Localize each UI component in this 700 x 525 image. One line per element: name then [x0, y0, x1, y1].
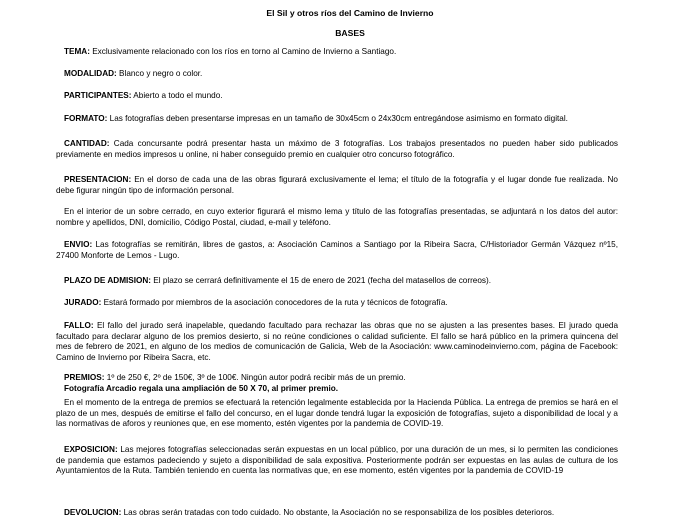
section-label: MODALIDAD:	[64, 69, 117, 78]
section-devolucion	[56, 508, 618, 519]
section-label: FORMATO:	[64, 114, 108, 123]
section-label: FALLO:	[64, 321, 94, 330]
section-text: Cada concursante podrá presentar hasta un máximo de 3 fotografías. Los trabajos presentados no pueden haber sido publicados previamente en medios impresos u online, ni haber conseguido premio en cualquier otro concurso fotográfico.	[56, 139, 618, 159]
section-jurado	[56, 298, 618, 309]
section-exposicion	[56, 445, 618, 477]
section-participantes	[56, 91, 618, 102]
section-entrega	[56, 398, 618, 430]
document-subtitle: BASES	[335, 28, 365, 38]
section-text: El fallo del jurado será inapelable, quedando facultado para rechazar las obras que no se ajusten a las presentes bases. El jurado queda facultado para declarar alguno de los premios desierto, si no reúne condiciones o calidad suficiente. El fallo se hará público en la primera quincena del mes de febrero de 2021, en alguno de los medios de comunicación de Galicia, Web de la Asociación: www.caminodeinvierno.com, página de Facebook: Camino de Invierno por Ribeira Sacra, etc.	[56, 321, 618, 362]
section-label: PREMIOS:	[64, 373, 105, 382]
section-label: JURADO:	[64, 298, 102, 307]
section-text: Blanco y negro o color.	[116, 69, 203, 78]
section-text: Las fotografías se remitirán, libres de gastos, a: Asociación Caminos a Santiago por la Ribeira Sacra, C/Historiador Germán Vázquez nº15, 27400 Monforte de Lemos - Lugo.	[56, 240, 618, 260]
section-fallo	[56, 321, 618, 363]
document-title: El Sil y otros ríos del Camino de Invierno	[266, 8, 434, 18]
section-label: DEVOLUCION:	[64, 508, 122, 517]
section-text: Estará formado por miembros de la asociación conocedores de la ruta y técnicos de fotografía.	[101, 298, 448, 307]
section-text: El plazo se cerrará definitivamente el 15 de enero de 2021 (fecha del matasellos de correos).	[151, 276, 492, 285]
section-text: En el interior de un sobre cerrado, en cuyo exterior figurará el mismo lema y título de las fotografías presentadas, se adjuntará n los datos del autor: nombre y apellidos, DNI, domicilio, Código Postal, ciudad, e-mail y teléfono.	[56, 207, 618, 227]
section-tema	[56, 47, 618, 58]
section-envio	[56, 240, 618, 261]
section-presentacion	[56, 175, 618, 196]
section-sobre	[56, 207, 618, 228]
section-label: EXPOSICION:	[64, 445, 118, 454]
section-label: TEMA:	[64, 47, 90, 56]
section-cantidad	[56, 139, 618, 160]
section-plazo	[56, 276, 618, 287]
section-text: 1º de 250 €, 2º de 150€, 3º de 100€. Ningún autor podrá recibir más de un premio.	[104, 373, 406, 382]
section-label: PLAZO DE ADMISION:	[64, 276, 152, 285]
section-formato	[56, 114, 618, 125]
section-extra: Fotografía Arcadio regala una ampliación de 50 X 70, al primer premio.	[64, 383, 339, 393]
section-text: Exclusivamente relacionado con los ríos en torno al Camino de Invierno a Santiago.	[89, 47, 397, 56]
section-label: ENVIO:	[64, 240, 93, 249]
section-modalidad	[56, 69, 618, 80]
section-text: En el momento de la entrega de premios se efectuará la retención legalmente establecida por la Hacienda Pública. La entrega de premios se hará en el plazo de un mes, después de emitirse el fallo del concurso, en el lugar donde tendrá lugar la exposición de fotografías, sujeto a disponibilidad de local y a las normativas de aforos y reuniones que, en ese momento, estén vigentes por la pandemia de COVID-19.	[56, 398, 618, 429]
section-label: PRESENTACION:	[64, 175, 132, 184]
section-text: Las mejores fotografías seleccionadas serán expuestas en un local público, por una duración de un mes, si lo permiten las condiciones de pandemia que estamos padeciendo y sujeto a disponibilidad de sala expositiva. Posteriormente podrán ser expuestas en las aulas de cultura de los Ayuntamientos de la Ruta. También teniendo en cuenta las normativas que, en ese momento, estén vigentes por la pandemia de COVID-19	[56, 445, 618, 476]
section-text: Las fotografías deben presentarse impresas en un tamaño de 30x45cm o 24x30cm entregándose asimismo en formato digital.	[107, 114, 568, 123]
section-text: En el dorso de cada una de las obras figurará exclusivamente el lema; el título de la fotografía y el lugar donde fue realizada. No debe figurar ningún tipo de información personal.	[56, 175, 618, 195]
section-label: PARTICIPANTES:	[64, 91, 132, 100]
section-text: Abierto a todo el mundo.	[131, 91, 223, 100]
section-text: Las obras serán tratadas con todo cuidado. No obstante, la Asociación no se responsabiliza de los posibles deterioros.	[121, 508, 555, 517]
section-premios	[56, 373, 618, 394]
section-label: CANTIDAD:	[64, 139, 110, 148]
